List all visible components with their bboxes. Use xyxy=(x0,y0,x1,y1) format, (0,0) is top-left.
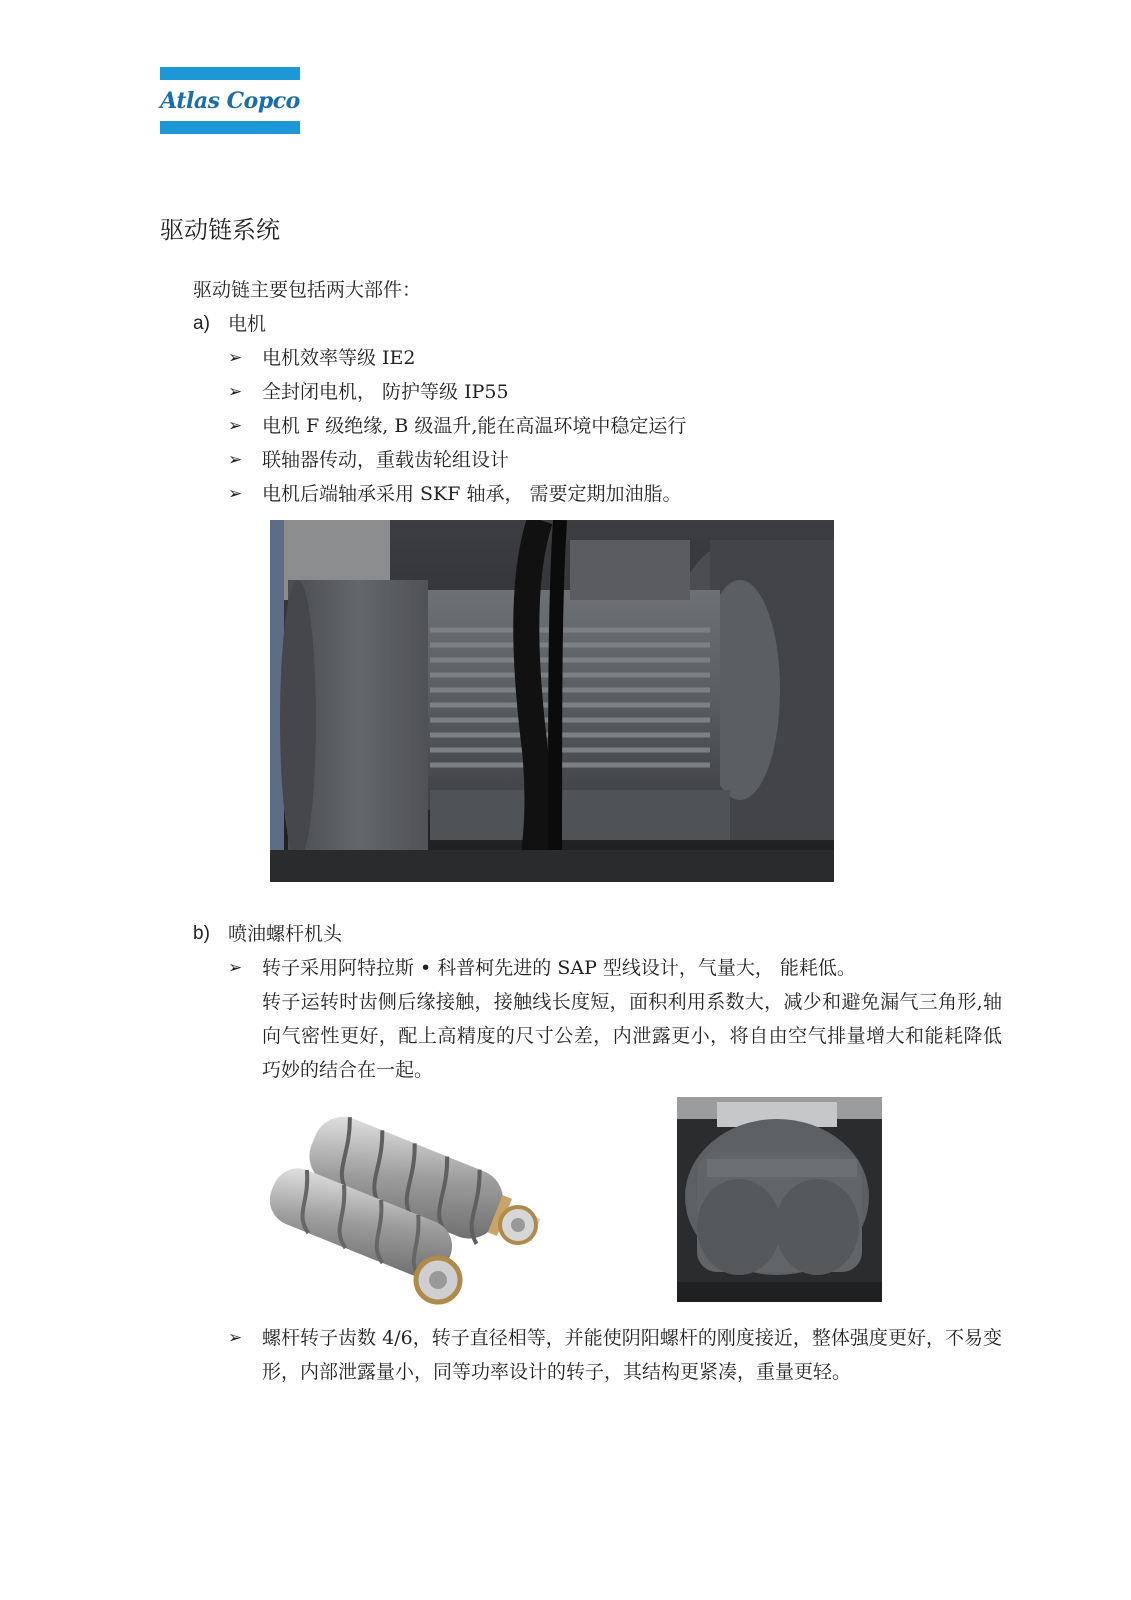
arrowhead-bullet-icon: ➢ xyxy=(228,348,243,368)
part-a-bullet-2: 全封闭电机， 防护等级 IP55 xyxy=(262,381,509,403)
motor-photo xyxy=(270,520,834,882)
intro-text: 驱动链主要包括两大部件： xyxy=(193,279,422,301)
arrowhead-bullet-icon: ➢ xyxy=(228,958,243,978)
section-title: 驱动链系统 xyxy=(160,216,280,244)
arrowhead-bullet-icon: ➢ xyxy=(228,1328,243,1348)
arrowhead-bullet-icon: ➢ xyxy=(228,484,243,504)
part-b-bullet-1-paragraph: 转子运转时齿侧后缘接触，接触线长度短，面积利用系数大，减少和避免漏气三角形,轴向气密性更好，配上高精度的尺寸公差，内泄露更小，将自由空气排量增大和能耗降低巧妙的结合在一起。 xyxy=(262,991,1002,1081)
part-a-marker: a) xyxy=(193,313,210,334)
screw-rotors-photo xyxy=(268,1100,558,1305)
part-a-bullet-3: 电机 F 级绝缘, B 级温升,能在高温环境中稳定运行 xyxy=(262,415,687,437)
part-a-bullet-4: 联轴器传动，重载齿轮组设计 xyxy=(262,449,510,471)
part-a-bullet-5: 电机后端轴承采用 SKF 轴承， 需要定期加油脂。 xyxy=(262,483,682,505)
logo-top-bar xyxy=(160,67,300,80)
part-b-marker: b) xyxy=(193,923,210,944)
logo-bottom-bar xyxy=(160,121,300,134)
atlas-copco-logo xyxy=(160,67,300,134)
logo-wordmark: Atlas Copco xyxy=(160,88,300,114)
arrowhead-bullet-icon: ➢ xyxy=(228,450,243,470)
part-a-label: 电机 xyxy=(228,313,267,335)
arrowhead-bullet-icon: ➢ xyxy=(228,382,243,402)
part-a-bullet-1: 电机效率等级 IE2 xyxy=(262,347,416,369)
part-b-bullet-1-line1: 转子采用阿特拉斯 • 科普柯先进的 SAP 型线设计，气量大， 能耗低。 xyxy=(262,957,856,979)
part-b-label: 喷油螺杆机头 xyxy=(228,923,343,945)
part-b-bullet-2-paragraph: 螺杆转子齿数 4/6，转子直径相等，并能使阴阳螺杆的刚度接近，整体强度更好，不易变形，内部泄露量小，同等功率设计的转子，其结构更紧凑，重量更轻。 xyxy=(262,1327,1002,1383)
airend-photo xyxy=(677,1097,882,1302)
arrowhead-bullet-icon: ➢ xyxy=(228,416,243,436)
